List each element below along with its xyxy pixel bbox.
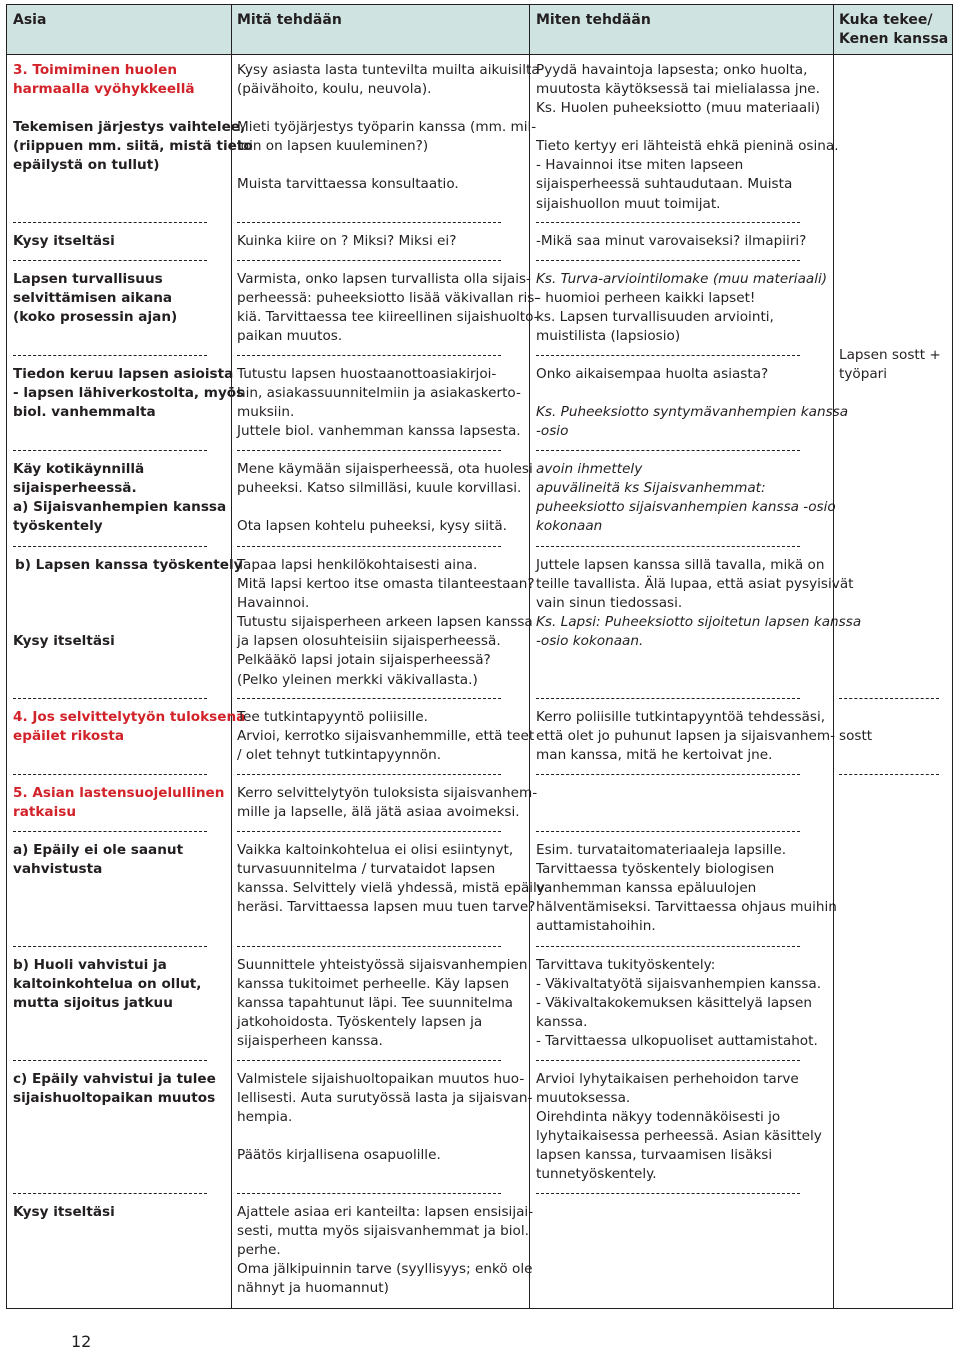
row-separator [13,222,207,223]
mita-text: Juttele biol. vanhemman kanssa lapsesta. [237,423,521,440]
kuka-text: Lapsen sostt + [839,347,941,363]
miten-row-7 [536,708,835,765]
miten-text: - Väkivaltatyötä sijaisvanhempien kanssa. [536,976,822,993]
mita-row-9 [237,841,545,917]
mita-text: mille ja lapselle, älä jätä asiaa avoimeksi. [237,804,520,821]
mita-text: Pelkääkö lapsi jotain sijaisperheessä? [237,652,491,669]
row-separator [839,774,939,775]
miten-text: Juttele lapsen kanssa sillä tavalla, mikä on [536,557,825,573]
section-title: harmaalla vyöhykkeellä [13,81,195,98]
miten-text: muistilista (lapsiosio) [536,328,681,345]
row-separator [13,774,207,775]
mita-text: Ajattele asiaa eri kanteilta: lapsen ensisijai- [237,1204,534,1220]
miten-text: -osio kokonaan. [536,633,644,650]
row-separator [536,946,800,947]
row-separator [13,1060,207,1061]
mita-text: Vaikka kaltoinkohtelua ei olisi esiintynyt, [237,842,514,858]
miten-row-1 [536,61,839,214]
row-separator [237,1193,501,1194]
miten-text: Tieto kertyy eri lähteistä ehkä pieninä osina. [536,138,839,155]
mita-text: Kerro selvittelytyön tuloksista sijaisvanhem- [237,785,538,801]
mita-row-5 [237,460,533,536]
asia-text: b) Lapsen kanssa työskentely [15,557,243,573]
miten-text: ks. Lapsen turvallisuuden arviointi, [536,309,774,326]
miten-text: Kerro poliisille tutkintapyyntöä tehdessäsi, [536,709,826,725]
miten-text: Ks. Puheeksiotto syntymävanhempien kanssa [536,404,849,421]
mita-text: Varmista, onko lapsen turvallista olla sijais- [237,271,531,287]
miten-row-10 [536,956,821,1051]
asia-option-b [13,956,201,1013]
mita-text: Mene käymään sijaisperheessä, ota huolesi [237,461,533,477]
row-separator [13,260,207,261]
asia-text: b) Huoli vahvistui ja [13,957,167,973]
row-separator [536,1193,800,1194]
mita-text: heräsi. Tarvittaessa lapsen muu tuen tarve? [237,899,536,916]
row-separator [536,450,800,451]
mita-text: loin on lapsen kuuleminen?) [237,138,429,155]
asia-section-4 [13,708,245,746]
asia-text: c) Epäily vahvistui ja tulee [13,1071,216,1087]
miten-text: Esim. turvataitomateriaaleja lapsille. [536,842,787,858]
asia-text: epäilystä on tullut) [13,157,160,174]
mita-text: Päätös kirjallisena osapuolille. [237,1147,441,1164]
section-title: 4. Jos selvittelytyön tuloksena [13,709,246,725]
miten-text: Arvioi lyhytaikaisen perhehoidon tarve [536,1071,799,1087]
row-separator [13,946,207,947]
mita-text: muksiin. [237,404,295,421]
miten-text: että olet jo puhunut lapsen ja sijaisvanhem- [536,728,836,745]
miten-text: man kanssa, mitä he kertoivat jne. [536,747,773,764]
asia-option-c [13,1070,216,1108]
row-separator [13,355,207,356]
row-separator [237,1060,501,1061]
mita-row-11 [237,1070,532,1165]
miten-text: - Tarvittaessa ulkopuoliset auttamistahot. [536,1033,818,1050]
row-separator [237,546,501,547]
mita-text: sijaisperheen kanssa. [237,1033,383,1050]
row-separator [237,260,501,261]
mita-text: perheessä: puheeksiotto lisää väkivallan ris- [237,290,540,307]
asia-text: kaltoinkohtelua on ollut, [13,976,202,993]
row-separator [13,450,207,451]
mita-text: kanssa tukitoimet perheelle. Käy lapsen [237,976,510,993]
asia-text: sijaisperheessä. [13,480,137,497]
mita-text: Oma jälkipuinnin tarve (syyllisyys; enkö ole [237,1261,533,1278]
mita-text: hin, asiakassuunnitelmiin ja asiakaskerto- [237,385,521,402]
asia-text: sijaishuoltopaikan muutos [13,1090,216,1107]
miten-text: muutoksessa. [536,1090,631,1107]
miten-text: vain sinun tiedossasi. [536,595,683,612]
section-title: 3. Toimiminen huolen [13,62,178,78]
miten-text: lyhytaikaisessa perheessä. Asian käsittely [536,1128,822,1145]
row-separator [536,546,800,547]
asia-section-3 [13,61,253,175]
mita-text: Kysy asiasta lasta tuntevilta muilta aikuisilta [237,62,540,78]
row-separator [237,831,501,832]
asia-option-a [13,841,183,879]
mita-text: Tutustu sijaisperheen arkeen lapsen kanssa [237,614,533,631]
row-separator [536,222,800,223]
section-title: 5. Asian lastensuojelullinen [13,785,225,801]
mita-text: kanssa. Selvittely vielä yhdessä, mistä epäily [237,880,545,897]
asia-text: a) Epäily ei ole saanut [13,842,184,858]
row-separator [237,222,501,223]
row-separator [237,698,501,699]
miten-row-6 [536,556,861,651]
mita-row-10 [237,956,528,1051]
kuka-text: työpari [839,366,888,383]
asia-info [13,365,244,422]
miten-text: teille tavallista. Älä lupaa, että asiat pysyisivät [536,576,854,593]
mita-text: Mitä lapsi kertoo itse omasta tilanteestaan? [237,576,535,593]
section-title: ratkaisu [13,804,77,821]
section-title: epäilet rikosta [13,728,125,745]
mita-text: Tee tutkintapyyntö poliisille. [237,709,428,725]
mita-row-7 [237,708,534,765]
mita-text: paikan muutos. [237,328,343,345]
asia-text: Tiedon keruu lapsen asioista [13,366,234,382]
table-header [7,5,952,55]
mita-text: Mieti työjärjestys työparin kanssa (mm. mil- [237,119,537,136]
miten-text: vanhemman kanssa epäluulojen [536,880,757,897]
asia-text: (riippuen mm. siitä, mistä tieto [13,138,253,155]
kuka-row-1 [839,346,941,384]
row-separator [237,946,501,947]
miten-text: Ks. Lapsi: Puheeksiotto sijoitetun lapsen kanssa [536,614,862,631]
asia-text: a) Sijaisvanhempien kanssa [13,499,227,516]
header-line: Kenen kanssa [839,31,949,47]
asia-text: selvittämisen aikana [13,290,173,307]
mita-row-8 [237,784,537,822]
asia-text: Tekemisen järjestys vaihtelee, [13,119,246,136]
mita-text: perhe. [237,1242,281,1259]
column-divider [231,5,232,1308]
mita-text: Arvioi, kerrotko sijaisvanhemmille, että teet [237,728,535,745]
mita-row-4 [237,365,521,441]
mita-text: kanssa tapahtunut läpi. Tee suunnitelma [237,995,514,1012]
row-separator [13,546,207,547]
miten-text: - Väkivaltakokemuksen käsittelyä lapsen [536,995,812,1012]
asia-visit [13,460,226,536]
row-separator [237,774,501,775]
asia-text: (koko prosessin ajan) [13,309,178,326]
miten-text: Onko aikaisempaa huolta asiasta? [536,366,769,382]
miten-row-4 [536,365,848,441]
row-separator [536,355,800,356]
row-separator [536,1060,800,1061]
mita-text: Muista tarvittaessa konsultaatio. [237,176,459,193]
mita-text: (Pelko yleinen merkki väkivallasta.) [237,671,478,688]
asia-text: - lapsen lähiverkostolta, myös [13,385,245,402]
mita-text: kiä. Tarvittaessa tee kiireellinen sijaishuolto- [237,309,539,326]
miten-text: sijaisperheessä suhtaudutaan. Muista [536,176,793,193]
miten-text: - Havainnoi itse miten lapseen [536,157,744,174]
miten-text: Pyydä havaintoja lapsesta; onko huolta, [536,62,808,78]
row-separator [237,355,501,356]
header-miten-tehdaan: Miten tehdään [536,12,651,28]
asia-text: Kysy itseltäsi [13,1204,115,1220]
mita-text: nähnyt ja huomannut) [237,1280,389,1297]
mita-text: Havainnoi. [237,595,310,612]
row-separator [839,698,939,699]
miten-text: -osio [536,423,569,440]
asia-text: Kysy itseltäsi [13,233,115,249]
header-mita-tehdaan: Mitä tehdään [237,12,342,28]
mita-text: ja lapsen olosuhteisiin sijaisperheessä. [237,633,501,650]
miten-text: kokonaan [536,518,603,535]
mita-text: Ota lapsen kohtelu puheeksi, kysy siitä. [237,518,507,535]
miten-text: Ks. Turva-arviointilomake (muu materiaali) [536,271,828,287]
row-separator [536,698,800,699]
miten-text: Ks. Huolen puheeksiotto (muu materiaali) [536,100,821,117]
mita-row-3 [237,270,539,346]
row-separator [13,1193,207,1194]
miten-text: Oirehdinta näkyy todennäköisesti jo [536,1109,781,1126]
mita-row-1 [237,61,540,194]
miten-text: -Mikä saa minut varovaiseksi? ilmapiiri? [536,233,807,249]
row-separator [13,698,207,699]
mita-text: Suunnittele yhteistyössä sijaisvanhempien [237,957,528,973]
mita-text: turvasuunnitelma / turvataidot lapsen [237,861,496,878]
miten-text: tunnetyöskentely. [536,1166,657,1183]
mita-text: sesti, mutta myös sijaisvanhemmat ja biol. [237,1223,529,1240]
mita-text: Tutustu lapsen huostaanottoasiakirjoi- [237,366,497,382]
header-line: Kuka tekee/ [839,12,933,28]
asia-safety [13,270,177,327]
miten-text: lapsen kanssa, turvaamisen lisäksi [536,1147,773,1164]
miten-text: kanssa. [536,1014,588,1031]
miten-row-9 [536,841,837,936]
mita-text: Kuinka kiire on ? Miksi? Miksi ei? [237,233,457,249]
miten-text: sijaishuollon muut toimijat. [536,195,721,212]
miten-text: Tarvittaessa työskentely biologisen [536,861,775,878]
row-separator [536,774,800,775]
row-separator [237,450,501,451]
asia-text: Kysy itseltäsi [13,633,115,649]
miten-text: hälventämiseksi. Tarvittaessa ohjaus muihin [536,899,837,916]
mita-text: hempia. [237,1109,293,1126]
page-number: 12 [71,1332,92,1351]
miten-row-5 [536,460,836,536]
miten-text: puheeksiotto sijaisvanhempien kanssa -osio [536,499,836,516]
mita-text: Tapaa lapsi henkilökohtaisesti aina. [237,557,478,573]
kuka-text: sostt [839,728,873,744]
row-separator [536,831,800,832]
mita-text: lellisesti. Auta surutyössä lasta ja sijaisvan- [237,1090,533,1107]
asia-text: mutta sijoitus jatkuu [13,995,173,1012]
header-asia: Asia [13,12,47,28]
mita-row-6 [237,556,535,690]
mita-text: jatkohoidosta. Työskentely lapsen ja [237,1014,483,1031]
miten-row-3 [536,270,827,346]
mita-text: puheeksi. Katso silmilläsi, kuule korvillasi. [237,480,522,497]
mita-row-12 [237,1203,533,1298]
row-separator [13,831,207,832]
mita-text: Valmistele sijaishuoltopaikan muutos huo- [237,1071,525,1087]
asia-text: Käy kotikäynnillä [13,461,145,477]
mita-text: / olet tehnyt tutkintapyynnön. [237,747,442,764]
miten-text: Tarvittava tukityöskentely: [536,957,716,973]
header-kuka-tekee [839,11,948,49]
miten-text: avoin ihmettely [536,461,643,477]
miten-text: - huomioi perheen kaikki lapset! [536,290,756,307]
asia-text: Lapsen turvallisuus [13,271,163,287]
asia-text: biol. vanhemmalta [13,404,156,421]
miten-row-11 [536,1070,822,1185]
asia-text: työskentely [13,518,103,535]
miten-text: apuvälineitä ks Sijaisvanhemmat: [536,480,766,497]
miten-text: muutosta käytöksessä tai mielialassa jne. [536,81,820,98]
asia-section-5 [13,784,224,822]
miten-text: auttamistahoihin. [536,918,656,935]
asia-text: vahvistusta [13,861,103,878]
mita-text: (päivähoito, koulu, neuvola). [237,81,432,98]
row-separator [536,260,800,261]
